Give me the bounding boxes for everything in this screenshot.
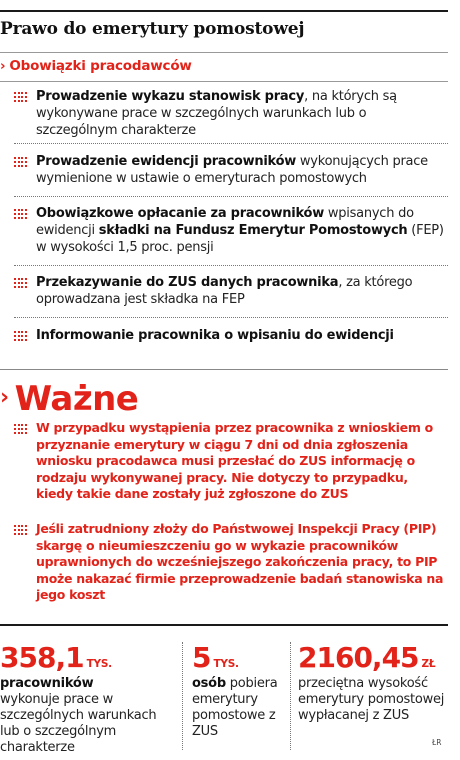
stat-number: 358,1	[0, 641, 84, 674]
item-bold: składki na Fundusz Emerytur Pomostowych	[98, 223, 408, 238]
stat-text: wykonuje prace w szczególnych warunkach lub o szczególnym charakterze	[0, 692, 157, 755]
item-bold: Prowadzenie ewidencji pracowników	[36, 154, 297, 169]
divider	[14, 143, 448, 144]
list-item	[0, 153, 448, 187]
item-text: , na których są wykonywane prace w szczególnych warunkach lub o szczególnym charakterze	[36, 89, 397, 138]
bullet-dots-icon	[14, 331, 27, 341]
section-label: Obowiązki pracodawców	[9, 58, 192, 74]
stat-block	[298, 640, 448, 724]
bullet-dots-icon	[14, 209, 27, 219]
list-item	[0, 205, 448, 256]
stat-bold: pracowników	[0, 676, 94, 691]
author-credit: ŁR	[432, 738, 442, 747]
item-bold: Prowadzenie wykazu stanowisk pracy	[36, 89, 305, 104]
important-item	[0, 420, 448, 503]
section-rule	[0, 52, 448, 53]
stat-number: 2160,45	[298, 641, 419, 674]
stat-text: pobiera emerytury pomostowe z ZUS	[192, 676, 278, 739]
bullet-dots-icon	[14, 92, 27, 102]
list-item	[0, 327, 448, 344]
section-rule	[0, 369, 448, 370]
item-text: wpisanych do ewidencji	[36, 206, 414, 238]
important-heading	[0, 376, 138, 421]
section-rule	[0, 81, 448, 82]
important-text: W przypadku wystąpienia przez pracownika z wnioskiem o przyznanie emerytury w ciągu 7 dni od dnia zgłoszenia wniosku pracodawca musi przesłać do ZUS informację o rodzaju wykonywanej pracy. Nie dotyczy to przypadku, kiedy takie dane zostały już zgłoszone do ZUS	[36, 420, 433, 501]
chevron-right-icon: ›	[0, 385, 9, 410]
item-bold: Przekazywanie do ZUS danych pracownika	[36, 275, 339, 290]
stat-unit: ZŁ	[421, 658, 436, 670]
important-item	[0, 521, 448, 604]
page-title: Prawo do emerytury pomostowej	[0, 19, 305, 39]
section-heading	[0, 58, 192, 74]
divider	[182, 642, 183, 750]
stat-block	[192, 640, 284, 740]
chevron-right-icon: ›	[0, 58, 6, 74]
item-bold: Obowiązkowe opłacanie za pracowników	[36, 206, 324, 221]
bullet-dots-icon	[14, 424, 27, 434]
stat-number: 5	[192, 641, 211, 674]
item-text: wykonujących prace wymienione w ustawie o emeryturach pomostowych	[36, 154, 428, 186]
stat-unit: TYS.	[86, 658, 112, 670]
important-text: Jeśli zatrudniony złoży do Państwowej Inspekcji Pracy (PIP) skargę o nieumieszczeniu go w wykazie pracowników uprawnionych do wcześniejszego zakończenia pracy, to PIP może nakazać firmie przeprowadzenie badań stanowiska na jego koszt	[36, 521, 444, 602]
stat-bold: osób	[192, 676, 226, 691]
list-item	[0, 88, 448, 139]
important-title: Ważne	[14, 379, 139, 419]
bullet-dots-icon	[14, 157, 27, 167]
stats-rule	[0, 624, 448, 626]
top-rule	[0, 10, 448, 12]
bullet-dots-icon	[14, 525, 27, 535]
bullet-dots-icon	[14, 278, 27, 288]
divider	[290, 642, 291, 750]
item-text: (FEP) w wysokości 1,5 proc. pensji	[36, 223, 444, 255]
list-item	[0, 274, 448, 308]
stat-block	[0, 640, 176, 756]
stat-text: przeciętna wysokość emerytury pomostowej wypłacanej z ZUS	[298, 676, 445, 723]
divider	[14, 265, 448, 266]
stat-unit: TYS.	[213, 658, 239, 670]
item-bold: Informowanie pracownika o wpisaniu do ewidencji	[36, 328, 394, 343]
divider	[14, 317, 448, 318]
item-text: , za którego oprowadzana jest składka na FEP	[36, 275, 413, 307]
divider	[14, 196, 448, 197]
